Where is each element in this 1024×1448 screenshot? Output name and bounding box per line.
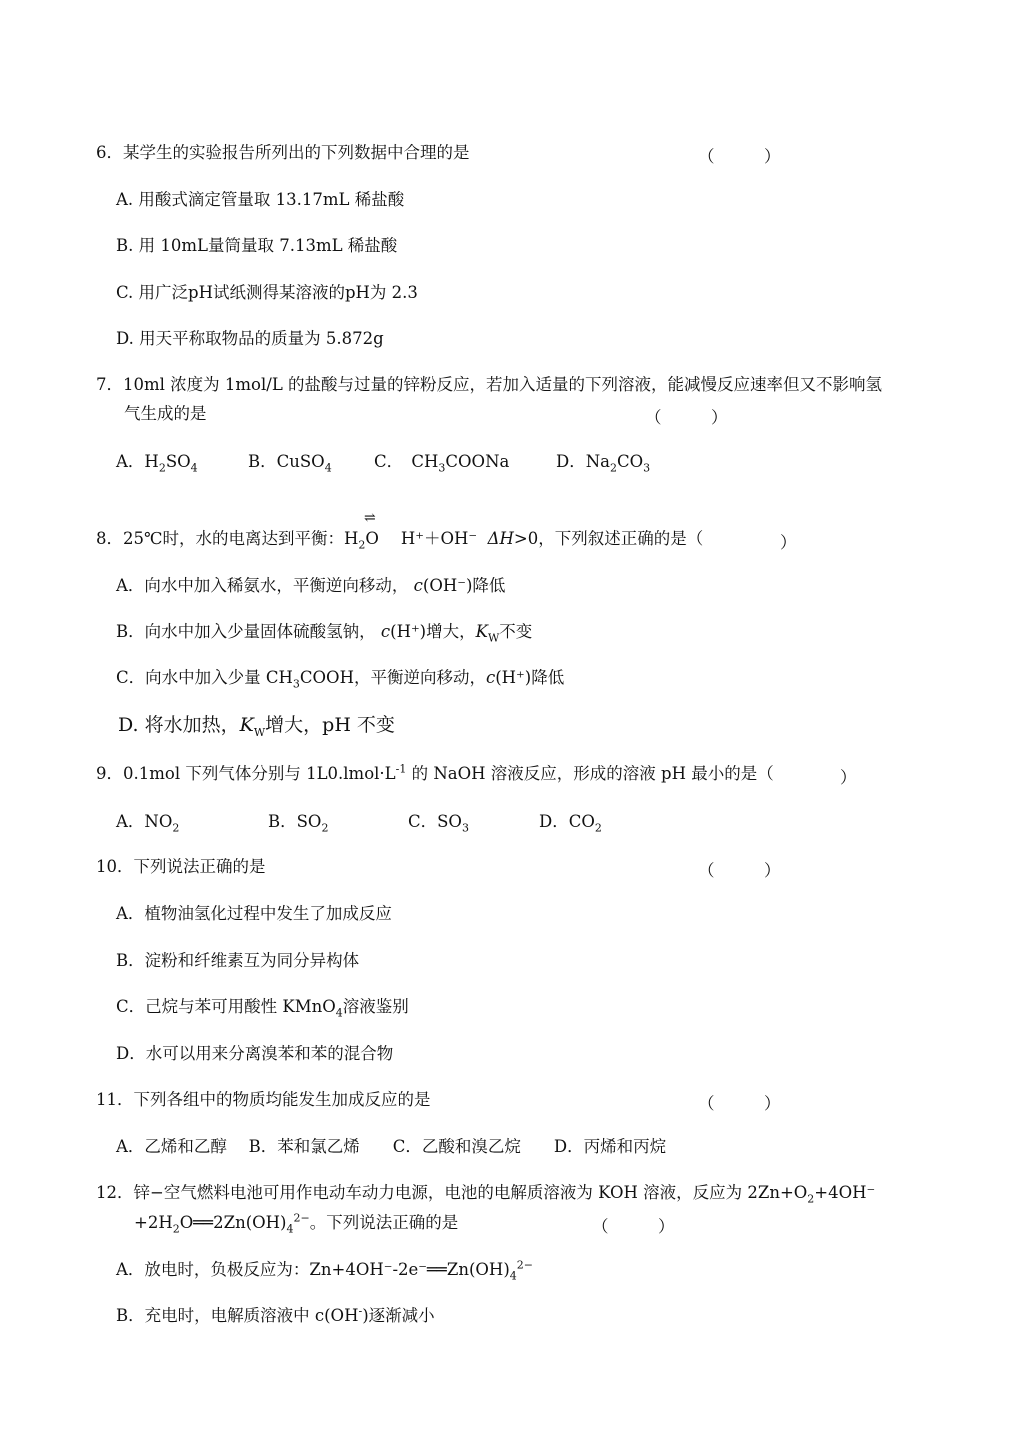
q9-paren-close: ）	[840, 768, 857, 787]
q8-paren-close: ）	[780, 533, 797, 552]
q7-stem-line2: 气生成的是	[124, 404, 207, 423]
q9-option-b: B．$SO_2$	[268, 812, 329, 835]
q6-stem: 6．某学生的实验报告所列出的下列数据中合理的是	[96, 143, 470, 162]
q7-option-a: A．$H_2SO_4$	[116, 452, 198, 475]
q7-stem-line1: 7．10ml 浓度为 1mol/L 的盐酸与过量的锌粉反应，若加入适量的下列溶液，能减慢反应速率但又不影响氢	[96, 375, 883, 394]
q10-option-c: C．己烷与苯可用酸性 KMnO$_4$溶液鉴别	[116, 997, 409, 1020]
q12-stem-line1: 12．锌−空气燃料电池可用作电动车动力电源，电池的电解质溶液为 KOH 溶液，反应为 $2Zn+O_2+4OH^-$	[96, 1183, 876, 1206]
q6-option-d: D. 用天平称取物品的质量为 5.872g	[116, 329, 384, 348]
q6-answer-paren: （ ）	[698, 147, 781, 166]
q7-answer-paren: （ ）	[645, 408, 728, 427]
q7-option-b: B．CuSO$_4$	[248, 452, 332, 475]
q8-option-d: D. 将水加热，$K_W$增大，pH 不变	[118, 714, 395, 739]
q9-option-a: A．$NO_2$	[116, 812, 180, 835]
q9-option-c: C．$SO_3$	[408, 812, 469, 835]
q6-option-c: C. 用广泛pH试纸测得某溶液的pH为 2.3	[116, 283, 418, 302]
q10-option-b: B．淀粉和纤维素互为同分异构体	[116, 951, 360, 970]
q9-option-d: D．$CO_2$	[539, 812, 602, 835]
q10-option-d: D．水可以用来分离溴苯和苯的混合物	[116, 1044, 394, 1063]
q11-options: A．乙烯和乙醇 B．苯和氯乙烯 C．乙酸和溴乙烷 D．丙烯和丙烷	[116, 1137, 667, 1156]
q11-stem: 11．下列各组中的物质均能发生加成反应的是	[96, 1090, 431, 1109]
q10-answer-paren: （ ）	[698, 861, 781, 880]
q10-option-a: A．植物油氢化过程中发生了加成反应	[116, 904, 392, 923]
q10-stem: 10．下列说法正确的是	[96, 857, 266, 876]
q12-answer-paren: （ ）	[592, 1217, 675, 1236]
q9-stem: 9．0.1mol 下列气体分别与 $1L0.lmol\cdot L^{-1}$ 的 NaOH 溶液反应，形成的溶液 pH 最小的是（	[96, 762, 774, 783]
q12-option-b: B．充电时，电解质溶液中 c(OH-)逐渐减小	[116, 1304, 435, 1325]
q8-option-b: B．向水中加入少量固体硫酸氢钠， c(H⁺)增大，$K_W$不变	[116, 622, 533, 645]
q8-option-a: A．向水中加入稀氨水，平衡逆向移动， c(OH⁻)降低	[116, 576, 506, 595]
q11-answer-paren: （ ）	[698, 1094, 781, 1113]
q6-option-a: A. 用酸式滴定管量取 13.17mL 稀盐酸	[116, 190, 405, 209]
q7-option-c: C． $CH_3COONa$	[374, 452, 510, 475]
q7-option-d: D．$Na_2CO_3$	[556, 452, 651, 475]
q12-option-a: A．放电时，负极反应为：$Zn+4OH^--2e^-══Zn(OH)_4^{2-}$	[116, 1258, 533, 1283]
equilibrium-arrow-icon: ⇌	[364, 510, 376, 526]
q12-stem-line2: $+2H_2O══2Zn(OH)_4^{2-}$。下列说法正确的是	[134, 1211, 459, 1236]
q6-option-b: B. 用 10mL量筒量取 7.13mL 稀盐酸	[116, 236, 398, 255]
q8-stem: 8．25℃时，水的电离达到平衡：$H_2O$ H⁺＋OH⁻ ΔH>0，下列叙述正确的是（	[96, 529, 704, 552]
q8-option-c: C．向水中加入少量 $CH_3COOH$，平衡逆向移动，c(H⁺)降低	[116, 668, 565, 691]
